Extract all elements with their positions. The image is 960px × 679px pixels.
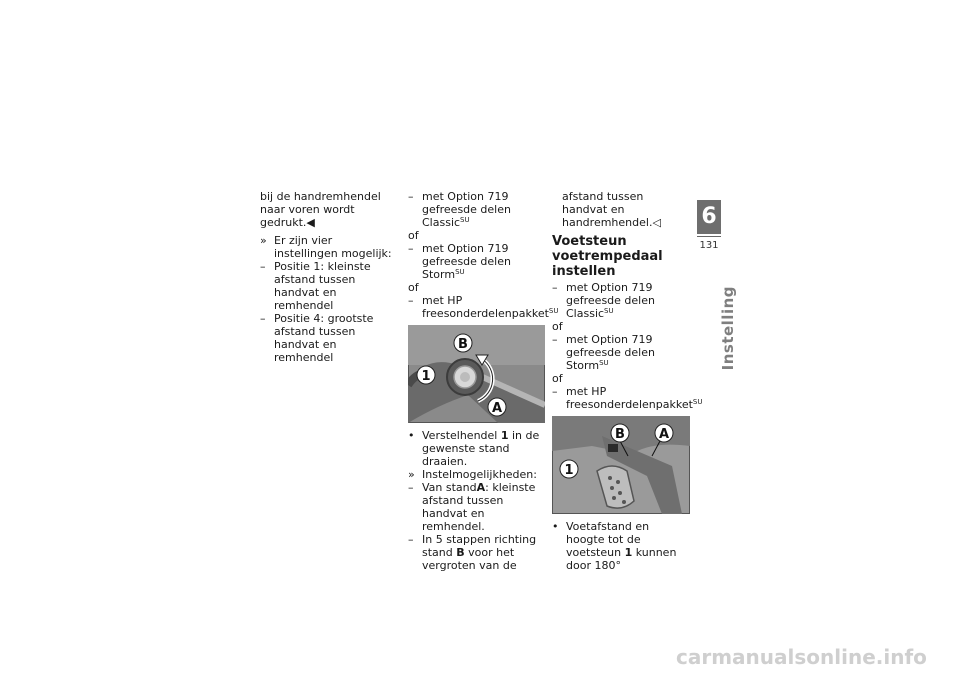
- list-item: – Positie 4: grootste afstand tussen handvat en remhendel: [260, 312, 374, 364]
- option-item: – met Option 719 gefreesde delen Storm$^{SU}$: [408, 242, 511, 281]
- step-item: • Verstelhendel 1 in de gewenste stand draaien.: [408, 429, 540, 468]
- option-item: – met HP freesonderdelenpakket$^{SU}$: [552, 385, 703, 411]
- option-item: – met Option 719 gefreesde delen Storm$^{SU}$: [552, 333, 655, 372]
- chapter-number: 6: [697, 200, 721, 234]
- watermark: carmanualsonline.info: [676, 645, 927, 669]
- or-text: of: [408, 281, 419, 294]
- figure-label-a: A: [491, 401, 503, 416]
- or-text: of: [552, 320, 563, 333]
- figure-label-1: 1: [564, 463, 574, 478]
- continuation-text: afstand tussen handvat en handremhendel.◁: [562, 190, 661, 229]
- or-text: of: [552, 372, 563, 385]
- page-number: 131: [697, 236, 721, 252]
- figure-label-a: A: [658, 427, 670, 442]
- option-item: – met Option 719 gefreesde delen Classic$^{SU}$: [408, 190, 511, 229]
- intro-text: bij de handremhendel naar voren wordt gedrukt.◀: [260, 190, 381, 229]
- step-item: – Van standA: kleinste afstand tussen handvat en remhendel.: [408, 481, 536, 533]
- column-2: [408, 190, 559, 572]
- step-item: » Instelmogelijkheden:: [408, 468, 537, 481]
- option-item: – met Option 719 gefreesde delen Classic$^{SU}$: [552, 281, 655, 320]
- or-text: of: [408, 229, 419, 242]
- footrest-figure: [552, 416, 690, 514]
- column-1: [260, 190, 394, 364]
- section-heading: Voetsteun voetrempedaal instellen: [552, 234, 663, 279]
- brake-lever-adjuster-figure: [408, 325, 545, 423]
- step-item: – In 5 stappen richting stand B voor het vergroten van de: [408, 533, 537, 572]
- step-item: • Voetafstand en hoogte tot de voetsteun 1 kunnen door 180°: [552, 520, 677, 572]
- figure-label-b: B: [615, 427, 625, 442]
- figure-label-b: B: [458, 337, 468, 352]
- figure-label-1: 1: [421, 369, 431, 384]
- section-title: Instelling: [719, 286, 737, 371]
- column-3: [552, 190, 703, 572]
- list-item: » Er zijn vier instellingen mogelijk:: [260, 234, 392, 260]
- option-item: – met HP freesonderdelenpakket$^{SU}$: [408, 294, 559, 320]
- list-item: – Positie 1: kleinste afstand tussen handvat en remhendel: [260, 260, 371, 312]
